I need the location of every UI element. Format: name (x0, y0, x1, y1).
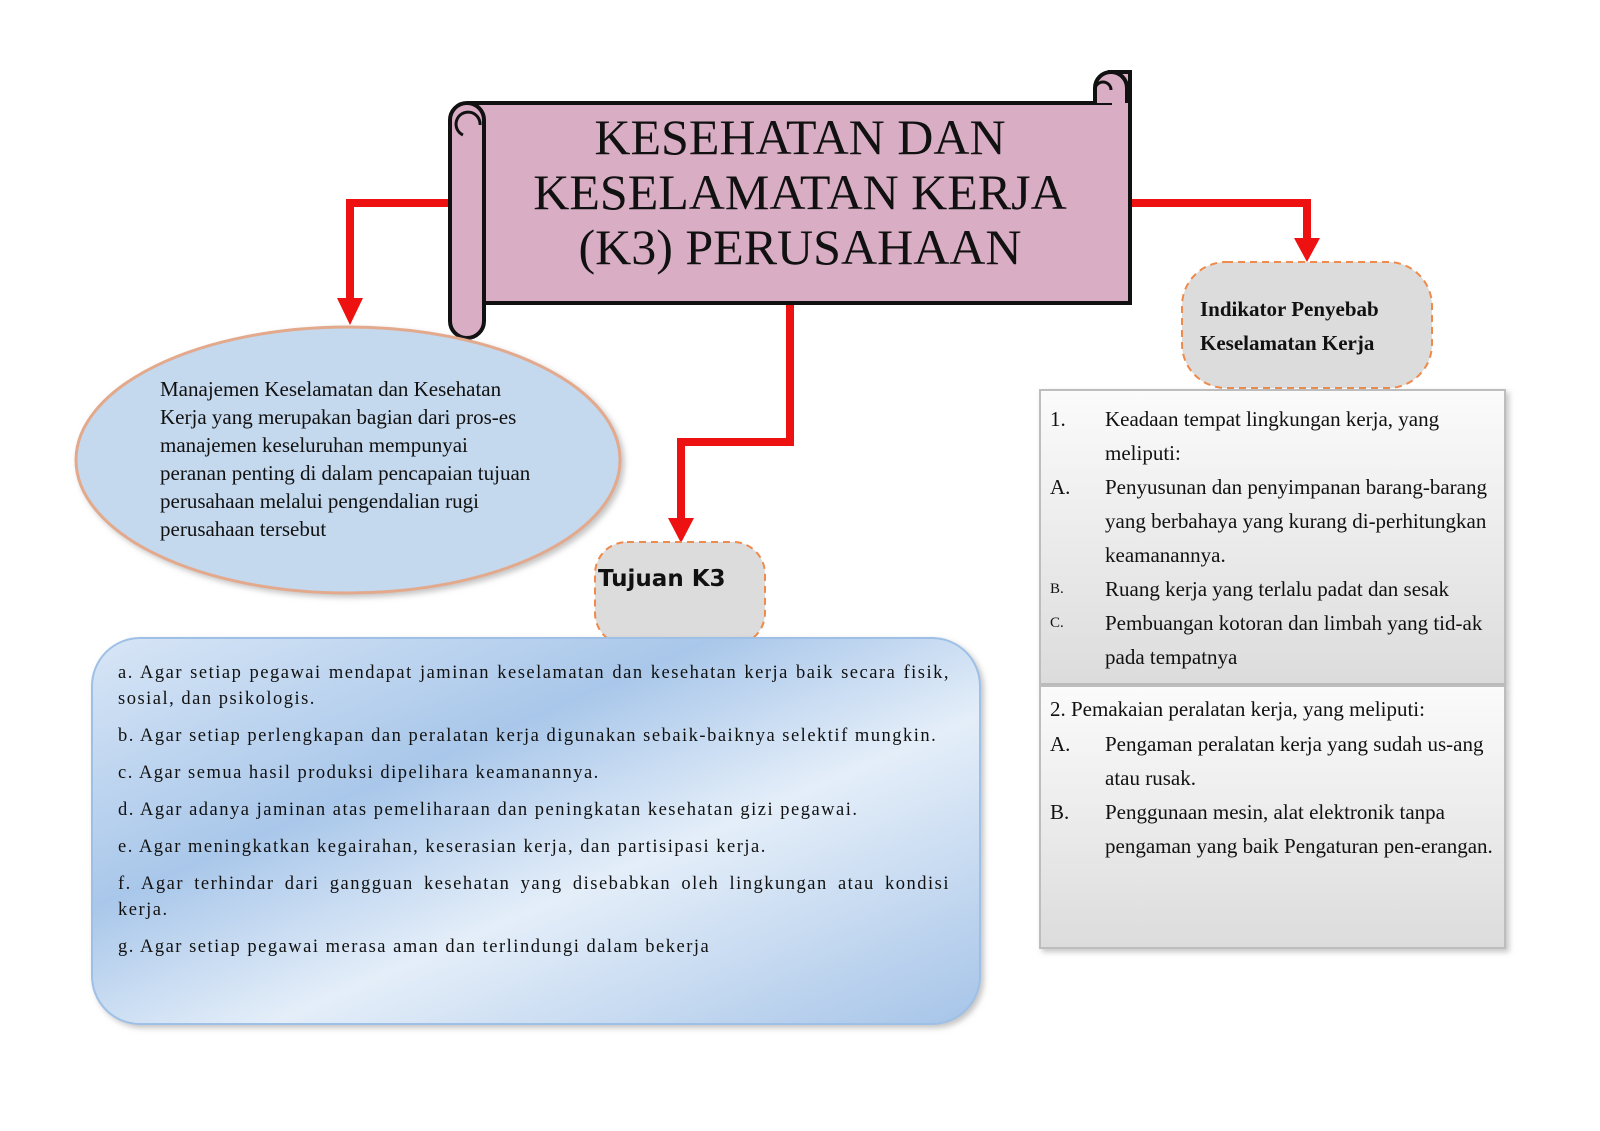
title-line-2: KESELAMATAN KERJA (533, 164, 1067, 220)
list-item (1050, 727, 1510, 795)
list-item-number: B. (1050, 800, 1070, 824)
list-item (1050, 402, 1510, 470)
list-item-number: B. (1050, 581, 1064, 597)
list-item-number: C. (1050, 615, 1064, 631)
connector-left (337, 203, 450, 325)
indikator-box-1-content (1050, 402, 1510, 674)
list-item-number: A. (1050, 732, 1071, 756)
tujuan-label: Tujuan K3 (598, 566, 726, 592)
list-item-number: A. (1050, 475, 1071, 499)
list-item-text: Pengaman peralatan kerja yang sudah us-ang atau rusak. (1105, 732, 1484, 790)
list-item (1050, 795, 1510, 863)
list-item (1050, 572, 1510, 606)
title-line-1: KESEHATAN DAN (594, 109, 1006, 165)
definition-text: Manajemen Keselamatan dan Kesehatan Kerja yang merupakan bagian dari pros-es manajemen keseluruhan mempunyai peranan penting di dalam pencapaian tujuan perusahaan melalui pengendalian rugi perusahaan tersebut (160, 377, 531, 541)
tujuan-item-f: f. Agar terhindar dari gangguan kesehatan yang disebabkan oleh lingkungan atau kondisi kerja. (118, 874, 950, 920)
list-item-text: Ruang kerja yang terlalu padat dan sesak (1105, 577, 1450, 601)
connector-center (668, 305, 790, 543)
list-item (1050, 606, 1510, 674)
tujuan-item-g: g. Agar setiap pegawai merasa aman dan terlindungi dalam bekerja (118, 937, 711, 957)
tujuan-item-e: e. Agar meningkatkan kegairahan, keserasian kerja, dan partisipasi kerja. (118, 837, 767, 857)
list-item-number: 1. (1050, 407, 1066, 431)
tujuan-item-c: c. Agar semua hasil produksi dipelihara keamanannya. (118, 763, 600, 783)
indikator-box-2-content (1050, 692, 1510, 863)
indikator-label (1200, 292, 1430, 360)
indikator-box-2-heading: 2. Pemakaian peralatan kerja, yang meliputi: (1050, 697, 1425, 721)
page-title (500, 105, 1100, 280)
tujuan-item-d: d. Agar adanya jaminan atas pemeliharaan dan peningkatan kesehatan gizi pegawai. (118, 800, 859, 820)
list-item (1050, 470, 1510, 572)
list-item-text: Pembuangan kotoran dan limbah yang tid-ak pada tempatnya (1105, 611, 1483, 669)
tujuan-item-b: b. Agar setiap perlengkapan dan peralatan kerja digunakan sebaik-baiknya selektif mungkin. (118, 726, 938, 746)
tujuan-list (118, 660, 950, 971)
indikator-label-line-1: Indikator Penyebab (1200, 297, 1379, 321)
indikator-label-line-2: Keselamatan Kerja (1200, 331, 1375, 355)
connector-right (1130, 203, 1320, 262)
list-item-text: Penyusunan dan penyimpanan barang-barang yang berbahaya yang kurang di-perhitungkan keamanannya. (1105, 475, 1487, 567)
title-line-3: (K3) PERUSAHAAN (578, 219, 1022, 275)
tujuan-item-a: a. Agar setiap pegawai mendapat jaminan keselamatan dan kesehatan kerja baik secara fisik, sosial, dan psikologis. (118, 663, 950, 709)
tujuan-label-box (595, 542, 765, 645)
list-item-text: Penggunaan mesin, alat elektronik tanpa pengaman yang baik Pengaturan pen-erangan. (1105, 800, 1493, 858)
list-item-text: Keadaan tempat lingkungan kerja, yang meliputi: (1105, 407, 1440, 465)
